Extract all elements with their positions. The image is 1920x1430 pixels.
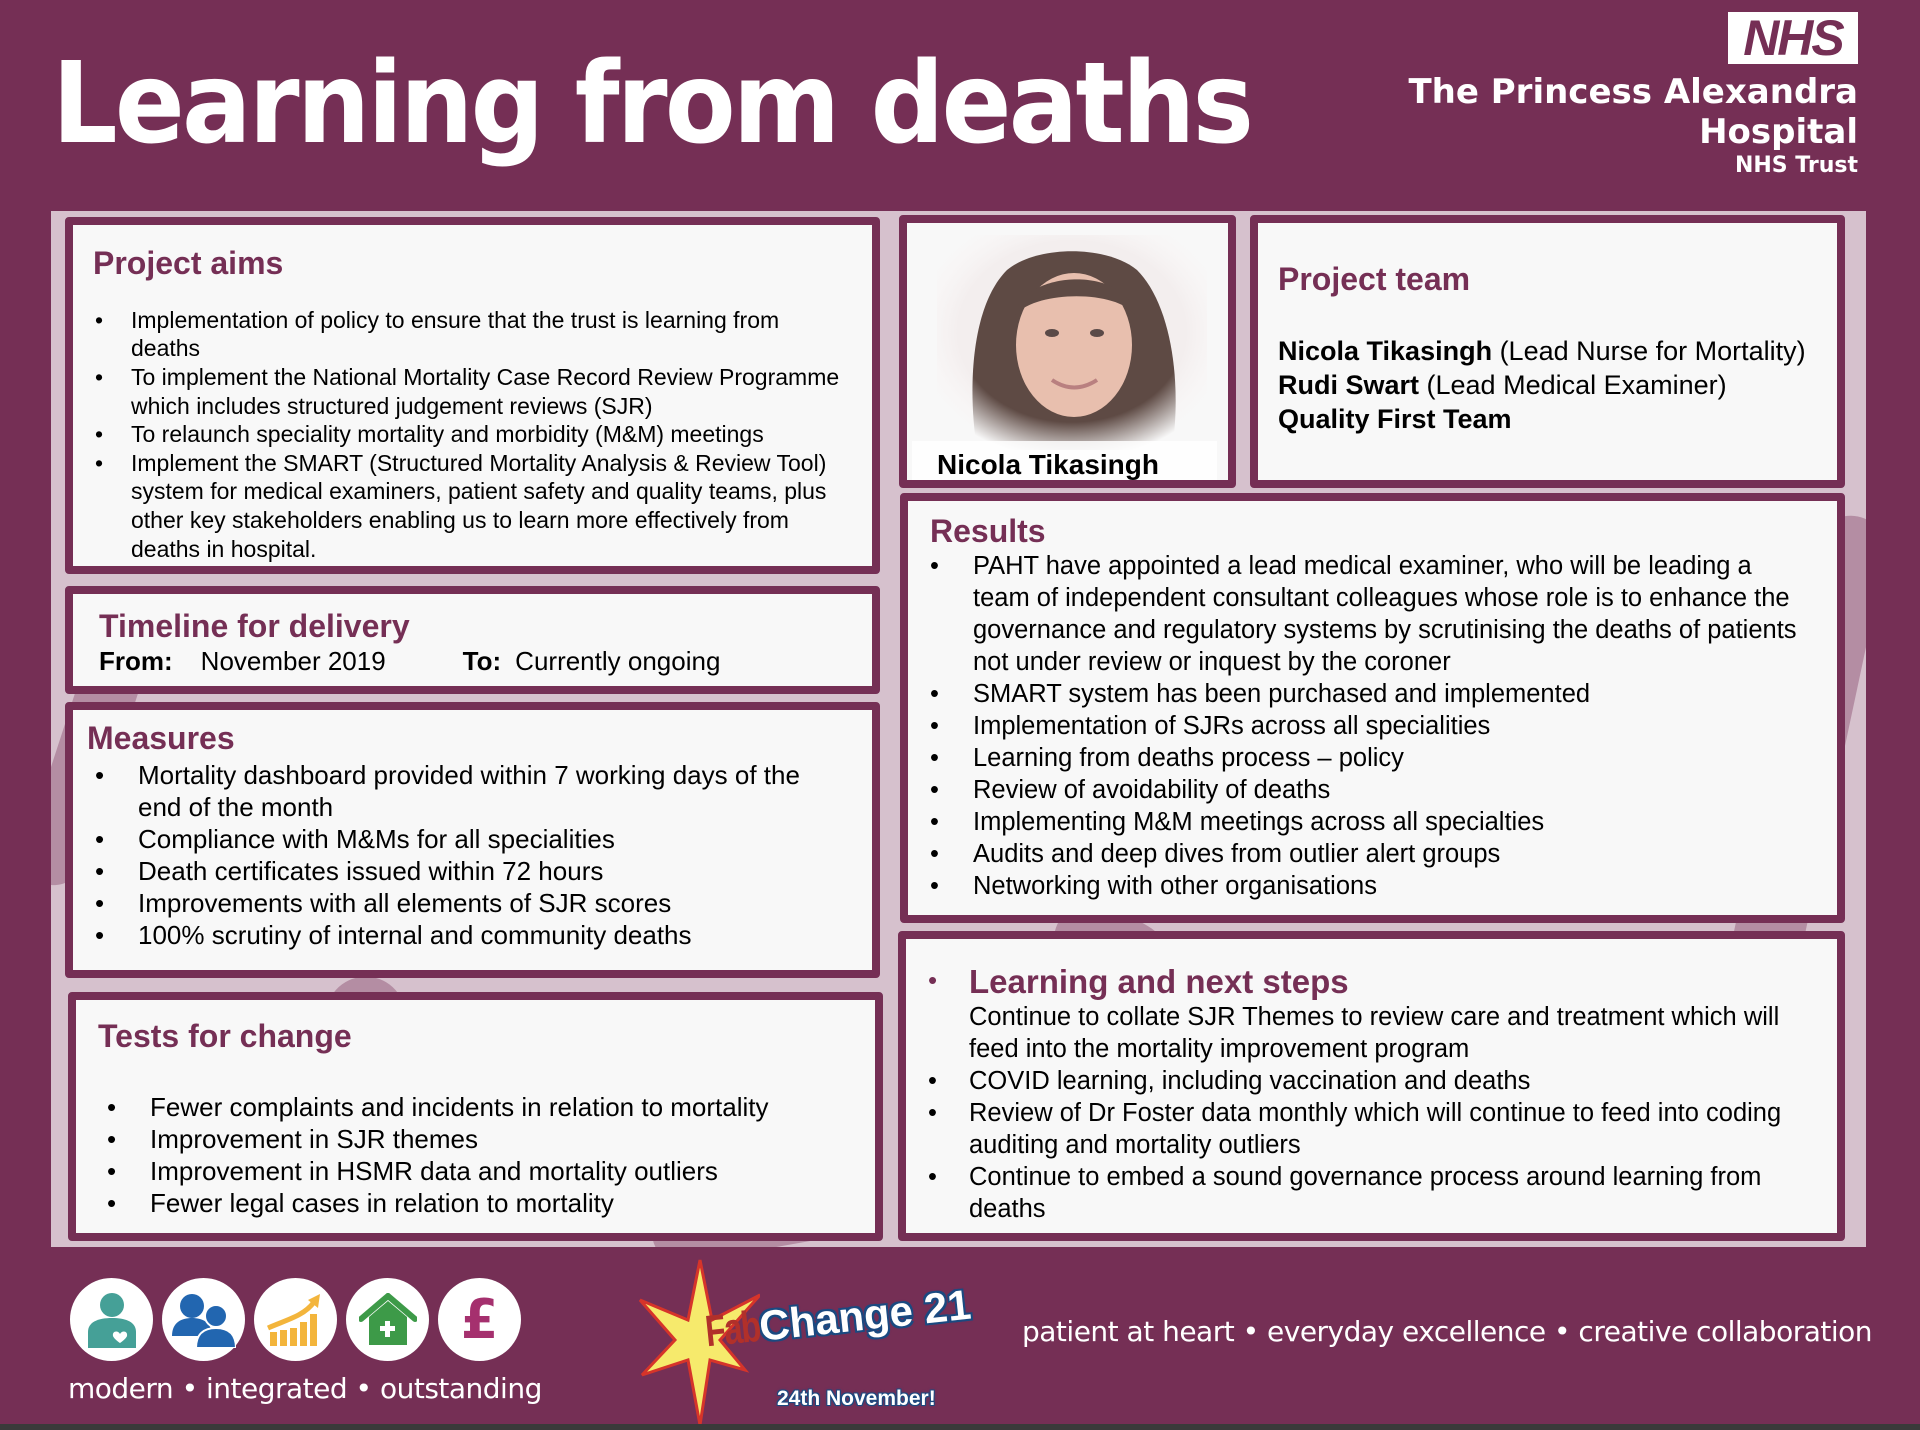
project-aims-heading: Project aims xyxy=(93,245,284,281)
to-value: Currently ongoing xyxy=(515,645,721,676)
pound-icon: £ xyxy=(438,1278,521,1361)
list-item: • Death certificates issued within 72 hours xyxy=(138,855,850,887)
fab-word: Fab xyxy=(702,1301,762,1357)
list-item: • Improvement in HSMR data and mortality outliers xyxy=(150,1155,853,1187)
results-list xyxy=(930,550,1815,902)
team-member-name: Quality First Team xyxy=(1278,403,1512,434)
project-aims-list xyxy=(93,306,850,563)
measures-heading: Measures xyxy=(87,720,235,756)
bottom-strip xyxy=(0,1424,1920,1430)
list-item: • Implement the SMART (Structured Mortality Analysis & Review Tool) system for medical examiners, patient safety and quality teams, plus other key stakeholders enabling us to learn more effectively from deaths in hospital. xyxy=(131,449,850,563)
list-item: • Compliance with M&Ms for all specialities xyxy=(138,823,850,855)
team-member-role: (Lead Nurse for Mortality) xyxy=(1492,335,1806,366)
list-item: • Fewer complaints and incidents in relation to mortality xyxy=(150,1091,853,1123)
team-member xyxy=(1278,334,1817,368)
list-item: • SMART system has been purchased and implemented xyxy=(973,678,1815,710)
nhs-logo xyxy=(1728,12,1858,64)
list-item: • Audits and deep dives from outlier alert groups xyxy=(973,838,1815,870)
tests-for-change-list xyxy=(98,1091,853,1219)
list-item: • PAHT have appointed a lead medical examiner, who will be leading a team of independent consultant colleagues whose role is to enhance the governance and regulatory systems by scrutinising the deaths of patients not under review or inquest by the coroner xyxy=(973,550,1815,678)
list-item: • Fewer legal cases in relation to mortality xyxy=(150,1187,853,1219)
learning-next-steps-panel xyxy=(898,931,1845,1241)
timeline-row xyxy=(99,645,850,677)
learning-heading-row xyxy=(928,963,1815,1001)
house-plus-icon xyxy=(346,1278,429,1361)
team-member-name: Nicola Tikasingh xyxy=(1278,335,1493,366)
results-heading: Results xyxy=(930,513,1046,549)
tests-for-change-panel xyxy=(68,992,883,1241)
project-aims-panel xyxy=(65,217,880,574)
list-item: • Learning from deaths process – policy xyxy=(973,742,1815,774)
photo-caption: Nicola Tikasingh xyxy=(912,441,1217,487)
team-member-name: Rudi Swart xyxy=(1278,369,1420,400)
list-item: • Improvements with all elements of SJR scores xyxy=(138,887,850,919)
fab-change-title xyxy=(702,1280,974,1357)
list-item: • Implementation of SJRs across all specialities xyxy=(973,710,1815,742)
photo-panel xyxy=(899,215,1236,488)
nhs-logo-text: NHS xyxy=(1743,10,1843,66)
learning-intro: Continue to collate SJR Themes to review care and treatment which will feed into the mortality improvement program xyxy=(969,1002,1780,1063)
tagline-left: modern • integrated • outstanding xyxy=(68,1372,542,1405)
measures-list xyxy=(87,759,850,951)
list-item: • Continue to embed a sound governance process around learning from deaths xyxy=(969,1161,1815,1225)
list-item: • Review of avoidability of deaths xyxy=(973,774,1815,806)
growth-chart-icon xyxy=(254,1278,337,1361)
fab-change-word: Change 21 xyxy=(756,1280,974,1350)
list-item: • Mortality dashboard provided within 7 working days of the end of the month xyxy=(138,759,850,823)
list-item: • Implementing M&M meetings across all specialties xyxy=(973,806,1815,838)
list-item: • 100% scrutiny of internal and community deaths xyxy=(138,919,850,951)
timeline-heading: Timeline for delivery xyxy=(99,608,410,644)
org-name-line2: Hospital xyxy=(1699,112,1858,152)
portrait-photo xyxy=(937,235,1207,450)
values-icons xyxy=(70,1278,521,1361)
team-member-role: (Lead Medical Examiner) xyxy=(1419,369,1727,400)
org-name-line1: The Princess Alexandra xyxy=(1408,72,1858,112)
list-item: • Improvement in SJR themes xyxy=(150,1123,853,1155)
timeline-panel xyxy=(65,586,880,694)
tagline-right: patient at heart • everyday excellence • creative collaboration xyxy=(1022,1315,1873,1348)
page-title: Learning from deaths xyxy=(52,39,1252,169)
project-team-panel xyxy=(1250,215,1845,488)
learning-list xyxy=(928,1065,1815,1225)
org-name-line3: NHS Trust xyxy=(1734,153,1858,178)
results-panel xyxy=(900,493,1845,923)
from-value: November 2019 xyxy=(200,645,386,676)
list-item: • To relaunch speciality mortality and morbidity (M&M) meetings xyxy=(131,420,850,449)
team-member xyxy=(1278,368,1817,402)
learning-heading: • Learning and next steps xyxy=(969,963,1349,1000)
people-icon xyxy=(162,1278,245,1361)
list-item: • Review of Dr Foster data monthly which will continue to feed into coding auditing and mortality outliers xyxy=(969,1097,1815,1161)
to-label: To: xyxy=(462,645,502,676)
list-item: • Implementation of policy to ensure that the trust is learning from deaths xyxy=(131,306,850,363)
measures-panel xyxy=(65,702,880,978)
patient-heart-icon xyxy=(70,1278,153,1361)
tests-for-change-heading: Tests for change xyxy=(98,1018,352,1054)
list-item: • Networking with other organisations xyxy=(973,870,1815,902)
list-item: • To implement the National Mortality Case Record Review Programme which includes structured judgement reviews (SJR) xyxy=(131,363,850,420)
from-label: From: xyxy=(99,645,173,676)
project-team-heading: Project team xyxy=(1278,261,1471,297)
list-item: • COVID learning, including vaccination and deaths xyxy=(969,1065,1815,1097)
fab-change-badge xyxy=(620,1255,974,1430)
team-member xyxy=(1278,402,1817,436)
fab-change-date: 24th November! xyxy=(777,1387,936,1410)
organisation-name xyxy=(1408,72,1858,180)
